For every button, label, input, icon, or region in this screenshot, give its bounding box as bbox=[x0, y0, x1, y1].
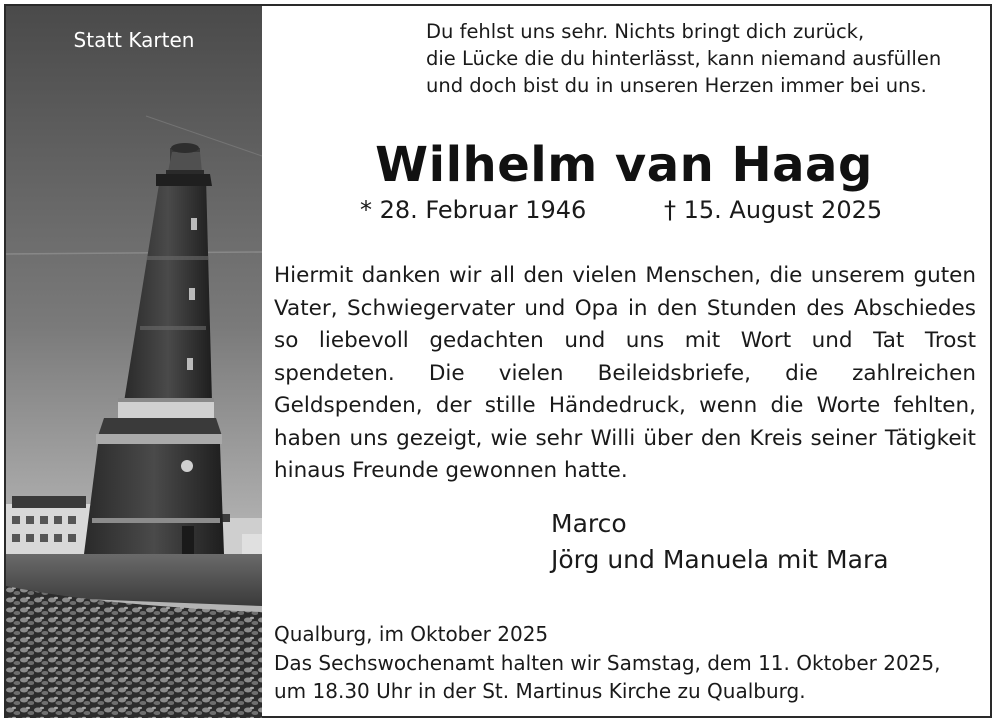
service-info-line: um 18.30 Uhr in der St. Martinus Kirche zu Qualburg. bbox=[274, 679, 806, 703]
memorial-poem bbox=[426, 18, 986, 99]
signatures bbox=[551, 506, 889, 578]
poem-line: die Lücke die du hinterlässt, kann niemand ausfüllen bbox=[426, 47, 942, 70]
statt-karten-caption: Statt Karten bbox=[73, 28, 195, 52]
service-announcement bbox=[274, 620, 986, 706]
signature-line: Marco bbox=[551, 509, 627, 538]
service-info-line: Das Sechswochenamt halten wir Samstag, dem 11. Oktober 2025, bbox=[274, 650, 941, 675]
death-date: † 15. August 2025 bbox=[664, 196, 883, 224]
deceased-name: Wilhelm van Haag bbox=[375, 137, 873, 193]
thank-you-message: Hiermit danken wir all den vielen Menschen, die unserem guten Vater, Schwiegervater und Opa in den Stunden des Abschiedes so liebevoll gedachten und uns mit Wort und Tat Trost spendeten. Die vielen Beileidsbriefe, die zahlreichen Geldspenden, der stille Händedruck, wenn die Worte fehlten, haben uns gezeigt, wie sehr Willi über den Kreis seiner Tätigkeit hinaus Freunde gewonnen hatte. bbox=[274, 263, 976, 483]
place-date: Qualburg, im Oktober 2025 bbox=[274, 622, 549, 646]
signature-line: Jörg und Manuela mit Mara bbox=[551, 545, 889, 574]
birth-date: * 28. Februar 1946 bbox=[360, 196, 587, 224]
poem-line: Du fehlst uns sehr. Nichts bringt dich zurück, bbox=[426, 20, 865, 43]
poem-line: und doch bist du in unseren Herzen immer bei uns. bbox=[426, 74, 927, 97]
lighthouse-photo bbox=[6, 6, 262, 718]
